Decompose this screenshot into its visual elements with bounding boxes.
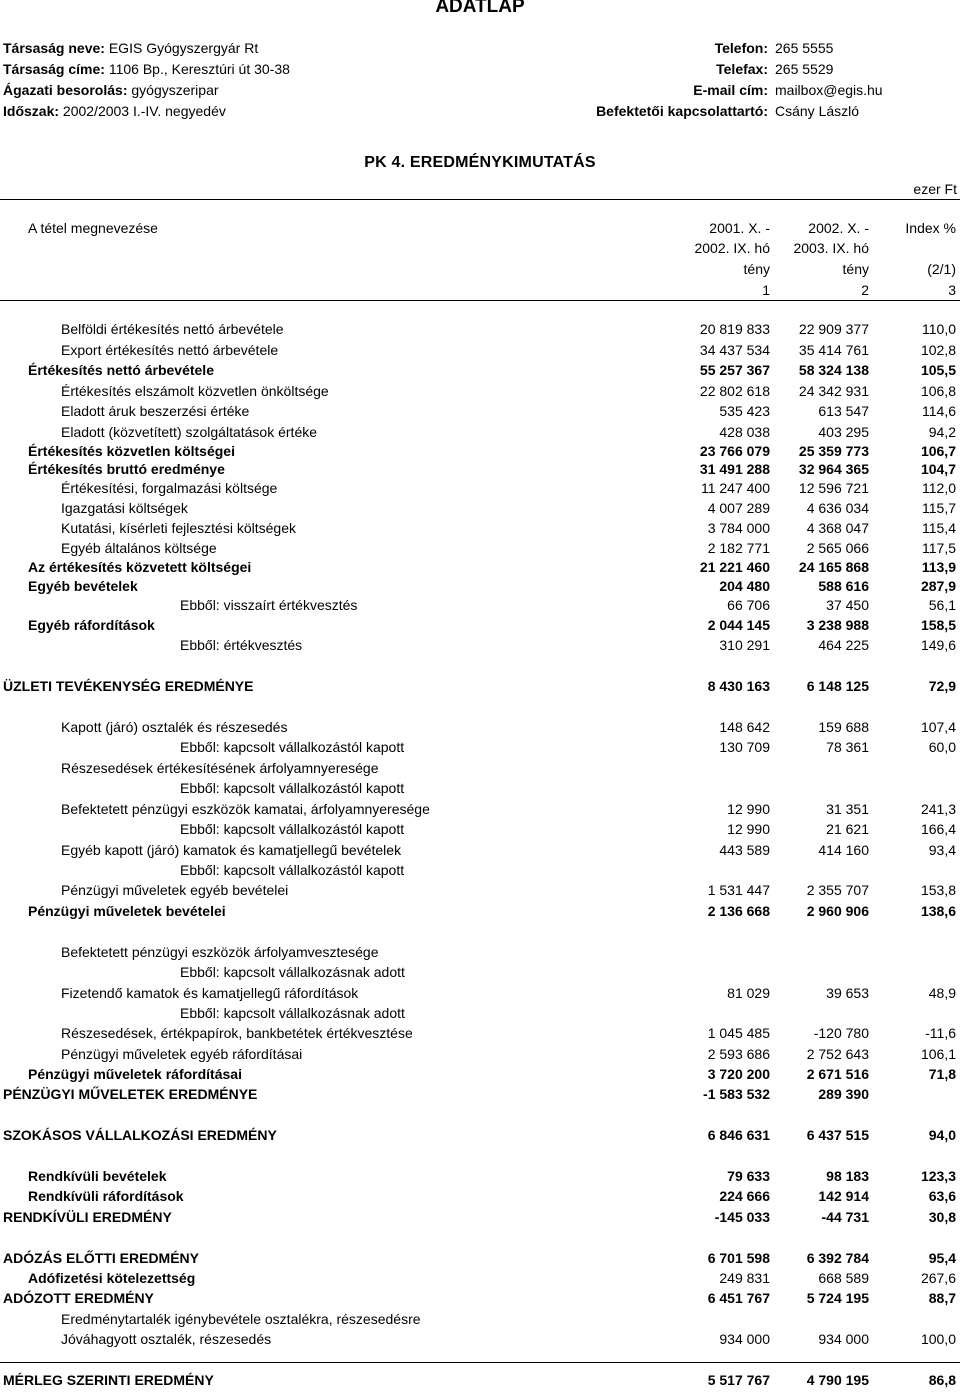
table-row <box>0 1270 960 1290</box>
table-row <box>0 1066 960 1086</box>
table-row <box>0 383 960 403</box>
row-value-3: 107,4 <box>920 719 956 735</box>
row-label: Értékesítés elszámolt közvetlen önköltsége <box>61 383 329 399</box>
row-value-3: 93,4 <box>928 842 956 858</box>
row-label: Igazgatási költségek <box>61 500 188 516</box>
row-label: Ebből: kapcsolt vállalkozástól kapott <box>180 862 405 878</box>
row-value-1: 6 451 767 <box>707 1290 770 1306</box>
row-value-1: 22 802 618 <box>699 383 770 399</box>
row-value-2: 464 225 <box>818 637 869 653</box>
row-label: Eredménytartalék igénybevétele osztalékra, részesedésre <box>61 1311 421 1327</box>
row-value-1: 12 990 <box>727 801 770 817</box>
fax-label: Telefax: <box>716 61 768 77</box>
row-label: Kutatási, kísérleti fejlesztési költségek <box>61 520 296 536</box>
row-label: Befektetett pénzügyi eszközök kamatai, árfolyamnyeresége <box>61 801 430 817</box>
row-value-3: 241,3 <box>920 801 956 817</box>
row-value-2: 78 361 <box>826 739 869 755</box>
table-row <box>0 1372 960 1392</box>
row-value-1: 8 430 163 <box>707 678 770 694</box>
row-value-3: 123,3 <box>920 1168 956 1184</box>
table-row <box>0 1005 960 1025</box>
row-value-3: 105,5 <box>920 362 956 378</box>
row-value-3: 115,4 <box>922 520 956 536</box>
email-label: E-mail cím: <box>693 82 768 98</box>
row-value-2: 2 960 906 <box>806 903 869 919</box>
table-row <box>0 1046 960 1066</box>
table-row <box>0 944 960 964</box>
table-row <box>0 480 960 500</box>
row-label: Eladott (közvetített) szolgáltatások értéke <box>61 424 318 440</box>
table-row <box>0 424 960 444</box>
table-row <box>0 1025 960 1045</box>
row-value-1: 55 257 367 <box>699 362 770 378</box>
row-value-2: 2 671 516 <box>806 1066 869 1082</box>
row-value-1: 3 784 000 <box>707 520 770 536</box>
row-value-1: 428 038 <box>719 424 770 440</box>
table-row <box>0 443 960 463</box>
row-label: ADÓZOTT EREDMÉNY <box>3 1290 154 1306</box>
row-label: SZOKÁSOS VÁLLALKOZÁSI EREDMÉNY <box>3 1127 277 1143</box>
table-row <box>0 821 960 841</box>
table-row <box>0 321 960 341</box>
table-row <box>0 719 960 739</box>
table-row <box>0 1331 960 1351</box>
row-value-1: 535 423 <box>719 403 770 419</box>
row-value-2: 4 368 047 <box>806 520 869 536</box>
row-label: ÜZLETI TEVÉKENYSÉG EREDMÉNYE <box>3 678 254 694</box>
row-label: Pénzügyi műveletek ráfordításai <box>28 1066 242 1082</box>
row-value-3: 104,7 <box>920 461 956 477</box>
row-label: Egyéb bevételek <box>28 578 138 594</box>
header-top-rule <box>0 199 960 200</box>
row-value-3: 106,8 <box>920 383 956 399</box>
row-value-1: 2 136 668 <box>707 903 770 919</box>
row-label: Egyéb kapott (járó) kamatok és kamatjellegű bevételek <box>61 842 402 858</box>
row-label: Befektetett pénzügyi eszközök árfolyamvesztesége <box>61 944 379 960</box>
row-value-1: -1 583 532 <box>703 1086 770 1102</box>
row-value-2: 58 324 138 <box>798 362 869 378</box>
table-row <box>0 578 960 598</box>
row-value-3: 63,6 <box>928 1188 956 1204</box>
row-value-1: 3 720 200 <box>707 1066 770 1082</box>
table-row <box>0 540 960 560</box>
row-value-3: 138,6 <box>920 903 956 919</box>
email-value: mailbox@egis.hu <box>775 82 883 98</box>
row-value-1: 2 044 145 <box>707 617 770 633</box>
row-value-2: 32 964 365 <box>798 461 869 477</box>
row-value-1: 443 589 <box>719 842 770 858</box>
row-value-3: 115,7 <box>922 500 956 516</box>
table-row <box>0 597 960 617</box>
row-value-2: 24 342 931 <box>798 383 869 399</box>
row-value-3: 94,0 <box>928 1127 956 1143</box>
row-value-2: 934 000 <box>818 1331 869 1347</box>
company-name-value: EGIS Gyógyszergyár Rt <box>108 40 259 56</box>
row-label: Ebből: kapcsolt vállalkozástól kapott <box>180 821 405 837</box>
row-label: Egyéb ráfordítások <box>28 617 155 633</box>
row-value-3: 95,4 <box>928 1250 956 1266</box>
row-value-2: 6 437 515 <box>806 1127 869 1143</box>
row-label: Jóváhagyott osztalék, részesedés <box>61 1331 272 1347</box>
column-header-3-line3: (2/1) <box>927 261 956 277</box>
period-label: Időszak: <box>3 103 60 119</box>
row-value-1: 21 221 460 <box>699 559 770 575</box>
row-value-2: 39 653 <box>826 985 869 1001</box>
row-label: Ebből: visszaírt értékvesztés <box>180 597 358 613</box>
row-label: Részesedések értékesítésének árfolyamnyeresége <box>61 760 379 776</box>
table-row <box>0 617 960 637</box>
column-header-3-line1: Index % <box>905 220 956 236</box>
row-value-1: 249 831 <box>719 1270 770 1286</box>
phone-label: Telefon: <box>714 40 768 56</box>
row-label: Belföldi értékesítés nettó árbevétele <box>61 321 284 337</box>
row-value-2: 31 351 <box>826 801 869 817</box>
header-bottom-rule <box>0 300 960 301</box>
column-header-item: A tétel megnevezése <box>28 220 158 236</box>
table-row <box>0 1311 960 1331</box>
row-value-3: 113,9 <box>921 559 956 575</box>
fax-value: 265 5529 <box>775 61 834 77</box>
row-value-2: 403 295 <box>818 424 869 440</box>
sector-label: Ágazati besorolás: <box>3 82 128 98</box>
row-label: Értékesítés közvetlen költségei <box>28 443 235 459</box>
row-value-3: 102,8 <box>920 342 956 358</box>
company-address-value: 1106 Bp., Keresztúri út 30-38 <box>108 61 290 77</box>
row-value-1: 79 633 <box>727 1168 770 1184</box>
row-label: MÉRLEG SZERINTI EREDMÉNY <box>3 1372 214 1388</box>
row-value-1: 81 029 <box>727 985 770 1001</box>
row-value-3: 56,1 <box>928 597 956 613</box>
row-value-3: 100,0 <box>920 1331 956 1347</box>
company-name-label: Társaság neve: <box>3 40 105 56</box>
row-value-3: 166,4 <box>920 821 956 837</box>
row-label: Rendkívüli ráfordítások <box>28 1188 184 1204</box>
row-label: Értékesítési, forgalmazási költsége <box>61 480 278 496</box>
row-label: PÉNZÜGYI MŰVELETEK EREDMÉNYE <box>3 1086 258 1102</box>
row-label: Pénzügyi műveletek bevételei <box>28 903 226 919</box>
row-label: Értékesítés bruttó eredménye <box>28 461 225 477</box>
row-label: Kapott (járó) osztalék és részesedés <box>61 719 288 735</box>
row-value-2: 22 909 377 <box>798 321 869 337</box>
row-value-2: 3 238 988 <box>806 617 869 633</box>
table-row <box>0 780 960 800</box>
row-value-3: -11,6 <box>925 1025 956 1041</box>
row-value-3: 153,8 <box>920 882 956 898</box>
row-value-2: 25 359 773 <box>798 443 869 459</box>
footer-rule <box>0 1362 960 1363</box>
column-header-2-number: 2 <box>861 282 869 298</box>
column-header-2-line2: 2003. IX. hó <box>793 240 869 256</box>
row-value-3: 88,7 <box>928 1290 956 1306</box>
row-value-3: 106,7 <box>920 443 956 459</box>
row-value-2: 414 160 <box>818 842 869 858</box>
row-value-1: 4 007 289 <box>707 500 770 516</box>
column-header-1-line1: 2001. X. - <box>709 220 770 236</box>
phone-value: 265 5555 <box>775 40 834 56</box>
table-row <box>0 559 960 579</box>
row-value-3: 71,8 <box>928 1066 956 1082</box>
row-value-1: 20 819 833 <box>699 321 770 337</box>
row-value-3: 158,5 <box>920 617 956 633</box>
row-value-3: 149,6 <box>920 637 956 653</box>
row-value-1: 5 517 767 <box>707 1372 770 1388</box>
row-value-2: 588 616 <box>818 578 869 594</box>
row-label: Ebből: kapcsolt vállalkozástól kapott <box>180 739 405 755</box>
row-value-3: 117,5 <box>922 540 956 556</box>
row-value-2: 35 414 761 <box>798 342 869 358</box>
row-value-2: 24 165 868 <box>798 559 869 575</box>
row-label: Pénzügyi műveletek egyéb bevételei <box>61 882 289 898</box>
row-value-2: 98 183 <box>826 1168 869 1184</box>
period-value: 2002/2003 I.-IV. negyedév <box>62 103 226 119</box>
column-header-1-line3: tény <box>743 261 770 277</box>
row-value-3: 86,8 <box>928 1372 956 1388</box>
row-value-3: 30,8 <box>928 1209 956 1225</box>
row-value-1: 310 291 <box>719 637 770 653</box>
row-value-2: 37 450 <box>826 597 869 613</box>
row-value-2: 6 392 784 <box>806 1250 869 1266</box>
table-row <box>0 678 960 698</box>
table-row <box>0 461 960 481</box>
row-label: Részesedések, értékpapírok, bankbetétek értékvesztése <box>61 1025 413 1041</box>
row-value-3: 48,9 <box>928 985 956 1001</box>
row-value-3: 114,6 <box>922 403 956 419</box>
column-header-2-line3: tény <box>842 261 869 277</box>
row-value-2: -120 780 <box>813 1025 869 1041</box>
row-value-1: 1 045 485 <box>707 1025 770 1041</box>
row-value-1: 130 709 <box>719 739 770 755</box>
column-header-1-number: 1 <box>762 282 770 298</box>
row-value-1: 224 666 <box>719 1188 770 1204</box>
table-row <box>0 964 960 984</box>
row-value-2: 613 547 <box>818 403 869 419</box>
row-value-2: 2 355 707 <box>806 882 869 898</box>
table-row <box>0 500 960 520</box>
row-value-2: 2 565 066 <box>806 540 869 556</box>
row-value-3: 267,6 <box>920 1270 956 1286</box>
row-value-1: 6 846 631 <box>707 1127 770 1143</box>
table-row <box>0 520 960 540</box>
sector-value: gyógyszeripar <box>131 82 219 98</box>
table-row <box>0 637 960 657</box>
row-value-3: 110,0 <box>922 321 956 337</box>
row-label: Ebből: kapcsolt vállalkozásnak adott <box>180 964 405 980</box>
row-value-1: 2 182 771 <box>707 540 770 556</box>
row-value-3: 72,9 <box>928 678 956 694</box>
row-value-2: 5 724 195 <box>806 1290 869 1306</box>
row-value-3: 106,1 <box>920 1046 956 1062</box>
row-value-1: 12 990 <box>727 821 770 837</box>
row-value-1: -145 033 <box>714 1209 770 1225</box>
table-row <box>0 403 960 423</box>
table-row <box>0 842 960 862</box>
page-title: ADATLAP <box>435 0 525 17</box>
row-value-2: 4 790 195 <box>806 1372 869 1388</box>
row-value-2: 12 596 721 <box>798 480 869 496</box>
row-label: ADÓZÁS ELŐTTI EREDMÉNY <box>3 1250 200 1266</box>
row-label: Fizetendő kamatok és kamatjellegű ráfordítások <box>61 985 359 1001</box>
table-row <box>0 903 960 923</box>
ir-contact-value: Csány László <box>775 103 860 119</box>
row-value-2: 4 636 034 <box>806 500 869 516</box>
row-label: Az értékesítés közvetett költségei <box>28 559 252 575</box>
report-title: PK 4. EREDMÉNYKIMUTATÁS <box>364 154 596 171</box>
table-row <box>0 1168 960 1188</box>
table-row <box>0 1209 960 1229</box>
company-address-label: Társaság címe: <box>3 61 105 77</box>
ir-contact-label: Befektetői kapcsolattartó: <box>596 103 768 119</box>
table-row <box>0 862 960 882</box>
row-value-1: 204 480 <box>719 578 770 594</box>
table-row <box>0 985 960 1005</box>
row-label: Ebből: kapcsolt vállalkozástól kapott <box>180 780 405 796</box>
row-value-2: 6 148 125 <box>806 678 869 694</box>
row-value-3: 60,0 <box>928 739 956 755</box>
column-header-2-line1: 2002. X. - <box>808 220 869 236</box>
row-value-1: 11 247 400 <box>700 480 770 496</box>
row-label: Rendkívüli bevételek <box>28 1168 167 1184</box>
row-value-1: 148 642 <box>719 719 770 735</box>
row-value-1: 66 706 <box>727 597 770 613</box>
row-value-1: 2 593 686 <box>707 1046 770 1062</box>
row-value-1: 31 491 288 <box>699 461 770 477</box>
table-row <box>0 1290 960 1310</box>
table-row <box>0 342 960 362</box>
row-label: Pénzügyi műveletek egyéb ráfordításai <box>61 1046 303 1062</box>
table-row <box>0 362 960 382</box>
row-value-2: 289 390 <box>818 1086 869 1102</box>
row-value-2: -44 731 <box>821 1209 869 1225</box>
row-value-1: 34 437 534 <box>699 342 770 358</box>
row-label: Export értékesítés nettó árbevétele <box>61 342 279 358</box>
row-label: Értékesítés nettó árbevétele <box>28 362 214 378</box>
row-value-1: 1 531 447 <box>707 882 770 898</box>
table-row <box>0 1250 960 1270</box>
row-label: Ebből: értékvesztés <box>180 637 303 653</box>
row-value-1: 6 701 598 <box>707 1250 770 1266</box>
unit-label: ezer Ft <box>913 181 957 197</box>
table-row <box>0 882 960 902</box>
row-label: Eladott áruk beszerzési értéke <box>61 403 250 419</box>
table-row <box>0 1188 960 1208</box>
column-header-1-line2: 2002. IX. hó <box>694 240 770 256</box>
row-value-1: 934 000 <box>719 1331 770 1347</box>
row-label: Egyéb általános költsége <box>61 540 217 556</box>
table-row <box>0 1127 960 1147</box>
table-row <box>0 1086 960 1106</box>
row-label: Adófizetési kötelezettség <box>28 1270 196 1286</box>
column-header-3-number: 3 <box>948 282 956 298</box>
row-label: Ebből: kapcsolt vállalkozásnak adott <box>180 1005 405 1021</box>
row-value-2: 142 914 <box>818 1188 869 1204</box>
row-value-2: 159 688 <box>818 719 869 735</box>
row-value-1: 23 766 079 <box>699 443 770 459</box>
table-row <box>0 760 960 780</box>
row-value-3: 112,0 <box>922 480 956 496</box>
row-value-3: 94,2 <box>928 424 956 440</box>
table-row <box>0 739 960 759</box>
table-row <box>0 801 960 821</box>
row-value-3: 287,9 <box>920 578 956 594</box>
row-label: RENDKÍVÜLI EREDMÉNY <box>3 1209 172 1225</box>
row-value-2: 21 621 <box>826 821 869 837</box>
row-value-2: 668 589 <box>818 1270 869 1286</box>
row-value-2: 2 752 643 <box>806 1046 869 1062</box>
